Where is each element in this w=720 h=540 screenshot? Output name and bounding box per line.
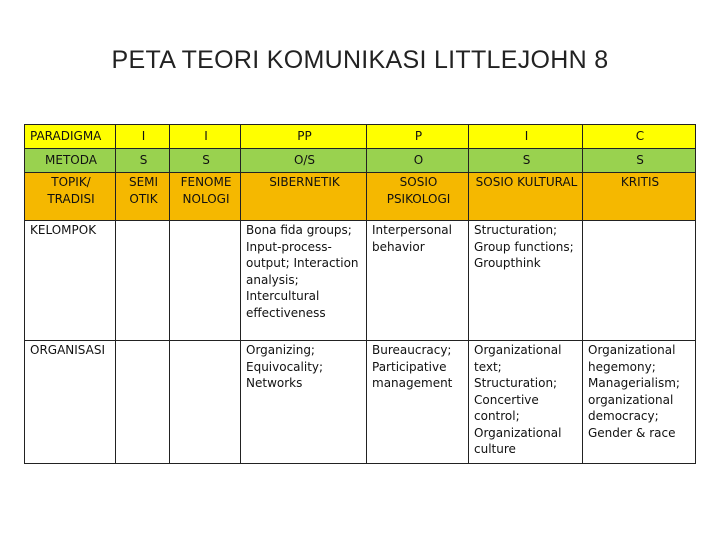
row-topik-tradisi [25,173,696,221]
metoda-cell: S [583,149,696,173]
organisasi-cell [116,341,170,464]
theory-map-table [24,124,696,464]
row-organisasi [25,341,696,464]
tradition-cell: SEMI OTIK [116,173,170,221]
row-label-metoda: METODA [25,149,116,173]
kelompok-cell: Interpersonal behavior [367,221,469,341]
paradigma-cell: I [469,125,583,149]
tradition-cell: SOSIO PSIKOLOGI [367,173,469,221]
row-paradigma [25,125,696,149]
organisasi-cell: Organizational hegemony; Managerialism; organizational democracy; Gender & race [583,341,696,464]
kelompok-cell: Structuration; Group functions; Groupthink [469,221,583,341]
metoda-cell: O [367,149,469,173]
kelompok-cell: Bona fida groups; Input-process-output; Interaction analysis; Intercultural effectiveness [241,221,367,341]
kelompok-cell [170,221,241,341]
paradigma-cell: C [583,125,696,149]
organisasi-cell: Bureaucracy; Participative management [367,341,469,464]
paradigma-cell: P [367,125,469,149]
tradition-cell: FENOME NOLOGI [170,173,241,221]
organisasi-cell [170,341,241,464]
paradigma-cell: I [170,125,241,149]
tradition-cell: SIBERNETIK [241,173,367,221]
tradition-cell: KRITIS [583,173,696,221]
paradigma-cell: PP [241,125,367,149]
metoda-cell: S [469,149,583,173]
paradigma-cell: I [116,125,170,149]
metoda-cell: O/S [241,149,367,173]
row-label-topik: TOPIK/ TRADISI [25,173,116,221]
metoda-cell: S [170,149,241,173]
row-metoda [25,149,696,173]
tradition-cell: SOSIO KULTURAL [469,173,583,221]
kelompok-cell [116,221,170,341]
organisasi-cell: Organizing; Equivocality; Networks [241,341,367,464]
row-label-paradigma: PARADIGMA [25,125,116,149]
metoda-cell: S [116,149,170,173]
row-kelompok [25,221,696,341]
slide-title: PETA TEORI KOMUNIKASI LITTLEJOHN 8 [111,46,609,74]
organisasi-cell: Organizational text; Structuration; Concertive control; Organizational culture [469,341,583,464]
row-label-organisasi: ORGANISASI [25,341,116,464]
row-label-kelompok: KELOMPOK [25,221,116,341]
kelompok-cell [583,221,696,341]
